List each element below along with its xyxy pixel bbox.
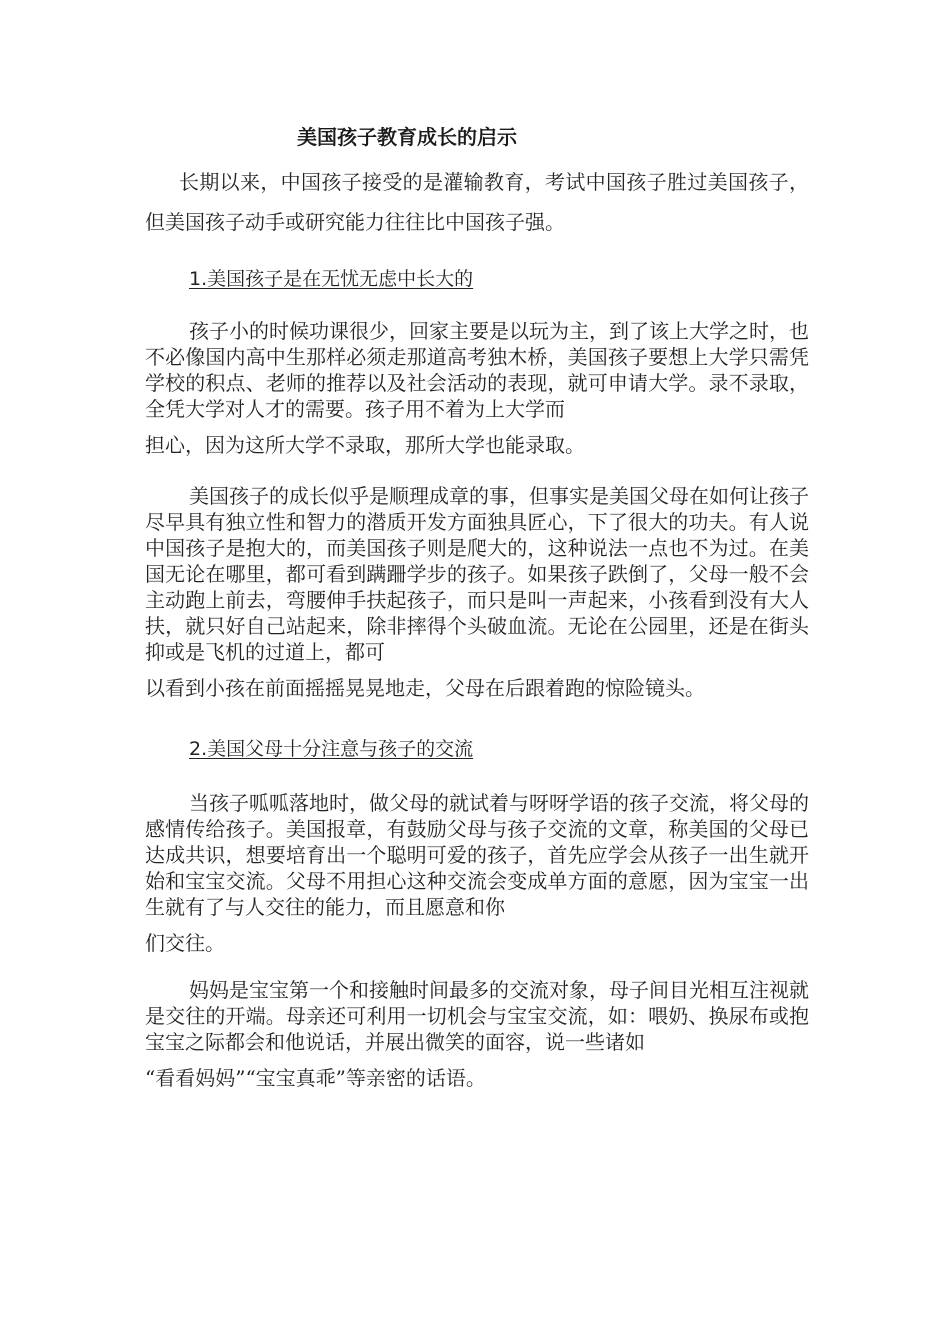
paragraph-line: 美国的父母已达成共识，想要培育出一个聪明可爱的孩子，首先应学 <box>145 817 809 867</box>
document-title: 美国孩子教育成长的启示 <box>297 125 517 149</box>
paragraph-line: 方面的意愿，因为宝宝一出生就有了与人交往的能力，而且愿意和你 <box>145 869 809 919</box>
paragraph-line: 是叫一声起来，小孩看到没有大人扶，就只好自己站起来，除非摔得 <box>145 588 809 638</box>
section-2-heading: 2.美国父母十分注意与孩子的交流 <box>189 738 474 760</box>
paragraph-line: 当孩子呱呱落地时，做父母的就试着与呀呀学语的孩子交流，将 <box>189 791 749 815</box>
paragraph-line: 妈妈是宝宝第一个和接触时间最多的交流对象，母子间目光相互 <box>189 978 749 1002</box>
paragraph-line: 让孩子尽早具有独立性和智力的潜质开发方面独具匠心，下了很大的 <box>145 484 809 534</box>
paragraph-line: 以看到小孩在前面摇摇晃晃地走，父母在后跟着跑的惊险镜头。 <box>145 676 705 700</box>
paragraph-line: 孩子小的时候功课很少，回家主要是以玩为主，到了该上大学之 <box>189 319 749 343</box>
intro-paragraph: 长期以来，中国孩子接受的是灌输教育，考试中国孩子胜过美国孩子，但美国孩子动手或研究能力往往比中国孩子强。 <box>145 170 809 234</box>
paragraph-line: 父母的感情传给孩子。美国报章，有鼓励父母与孩子交流的文章，称 <box>145 791 809 841</box>
section-2-paragraph-2 <box>145 977 809 1091</box>
section-1-heading: 1.美国孩子是在无忧无虑中长大的 <box>189 268 474 290</box>
paragraph-line: 会从孩子一出生就开始和宝宝交流。父母不用担心这种交流会变成单 <box>145 843 809 893</box>
paragraph-line: 美国孩子的成长似乎是顺理成章的事，但事实是美国父母在如何 <box>189 484 749 508</box>
paragraph-line: 一点也不为过。在美国无论在哪里，都可看到蹒跚学步的孩子。如果 <box>145 536 809 586</box>
paragraph-line: 个头破血流。无论在公园里，还是在街头抑或是飞机的过道上，都可 <box>145 614 809 664</box>
section-1-paragraph-1 <box>145 318 809 458</box>
section-1-paragraph-2 <box>145 483 809 701</box>
paragraph-line: 时，也不必像国内高中生那样必须走那道高考独木桥，美国孩子要想 <box>145 319 809 369</box>
paragraph-line: 们交往。 <box>145 931 225 955</box>
section-2-paragraph-1 <box>145 790 809 956</box>
paragraph-line: 请大学。录不录取，全凭大学对人才的需要。孩子用不着为上大学而 <box>145 371 809 421</box>
paragraph-line: 换尿布或抱宝宝之际都会和他说话，并展出微笑的面容，说一些诸如 <box>145 1004 809 1054</box>
paragraph-line: 功夫。有人说中国孩子是抱大的，而美国孩子则是爬大的，这种说法 <box>145 510 809 560</box>
paragraph-line: 注视就是交往的开端。母亲还可利用一切机会与宝宝交流，如：喂奶、 <box>145 978 809 1028</box>
paragraph-line: 担心，因为这所大学不录取，那所大学也能录取。 <box>145 433 585 457</box>
paragraph-line: 孩子跌倒了，父母一般不会主动跑上前去，弯腰伸手扶起孩子，而只 <box>145 562 809 612</box>
paragraph-line: 上大学只需凭学校的积点、老师的推荐以及社会活动的表现，就可申 <box>145 345 809 395</box>
paragraph-line: “看看妈妈”“宝宝真乖”等亲密的话语。 <box>145 1066 486 1090</box>
